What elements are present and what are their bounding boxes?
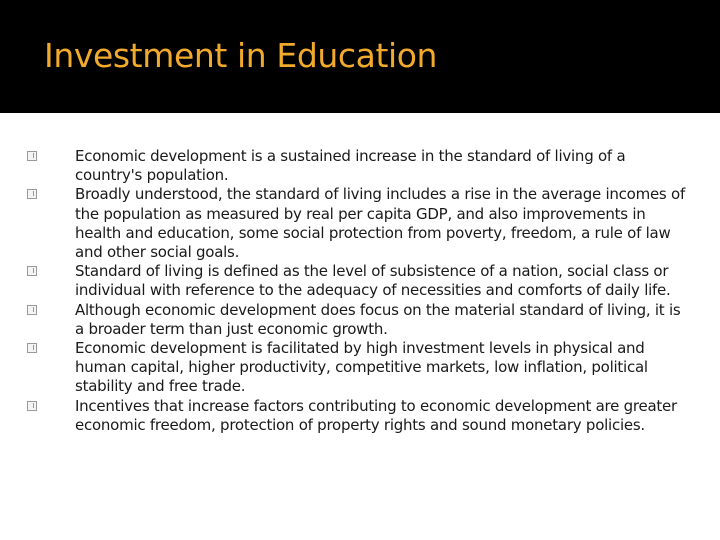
bullet-item [27, 397, 687, 435]
bullet-text: Economic development is facilitated by high investment levels in physical and human capital, higher productivity, competitive markets, low inflation, political stability and free trade. [75, 339, 648, 396]
bullet-item [27, 262, 687, 300]
slide-title: Investment in Education [44, 36, 438, 75]
bullet-text: Broadly understood, the standard of living includes a rise in the average incomes of the population as measured by real per capita GDP, and also improvements in health and education, some social protection from poverty, freedom, a rule of law and other social goals. [75, 185, 685, 262]
bullet-list [27, 147, 687, 435]
bullet-text: Although economic development does focus on the material standard of living, it is a broader term than just economic growth. [75, 300, 681, 338]
missing-glyph-bullet-icon [27, 401, 37, 411]
missing-glyph-bullet-icon [27, 266, 37, 276]
title-bar [0, 0, 720, 113]
missing-glyph-bullet-icon [27, 343, 37, 353]
missing-glyph-bullet-icon [27, 151, 37, 161]
bullet-item [27, 185, 687, 262]
missing-glyph-bullet-icon [27, 305, 37, 315]
bullet-item [27, 339, 687, 397]
bullet-item [27, 301, 687, 339]
missing-glyph-bullet-icon [27, 189, 37, 199]
bullet-text: Incentives that increase factors contributing to economic development are greater economic freedom, protection of property rights and sound monetary policies. [75, 396, 677, 434]
bullet-text: Economic development is a sustained increase in the standard of living of a country's population. [75, 147, 626, 185]
bullet-item [27, 147, 687, 185]
bullet-text: Standard of living is defined as the level of subsistence of a nation, social class or individual with reference to the adequacy of necessities and comforts of daily life. [75, 262, 671, 300]
